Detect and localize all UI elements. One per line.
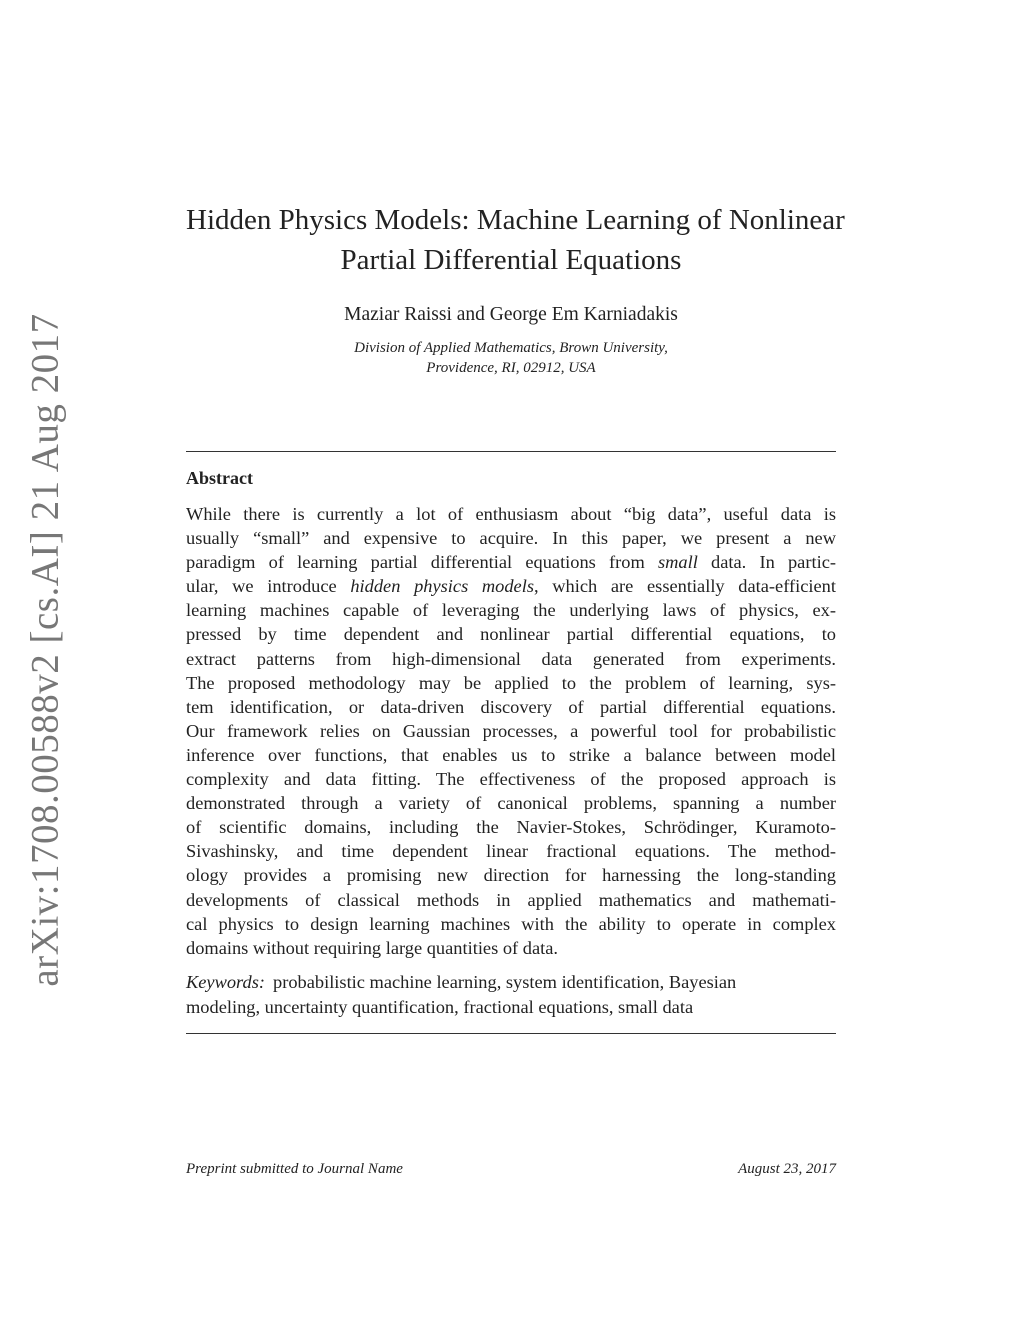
- keywords-label: Keywords:: [186, 972, 266, 992]
- abstract-line: complexity and data fitting. The effectiveness of the proposed approach is: [186, 769, 836, 790]
- keywords: [186, 970, 836, 1019]
- footer-date: August 23, 2017: [738, 1161, 836, 1177]
- abstract-line: While there is currently a lot of enthusiasm about “big data”, useful data is: [186, 504, 836, 524]
- abstract-bottom-rule: [186, 1033, 836, 1034]
- abstract-line: of scientific domains, including the Navier-Stokes, Schrödinger, Kuramoto-: [186, 817, 836, 838]
- abstract-heading: Abstract: [186, 468, 253, 488]
- emphasis-small: small: [657, 552, 698, 573]
- affiliation-line-1: Division of Applied Mathematics, Brown University,: [354, 340, 668, 356]
- abstract-line: demonstrated through a variety of canonical problems, spanning a number: [186, 793, 836, 814]
- abstract-line: tem identification, or data-driven discovery of partial differential equations.: [186, 696, 836, 717]
- title-line-1: Hidden Physics Models: Machine Learning of Nonlinear: [186, 204, 845, 236]
- abstract-line: usually “small” and expensive to acquire. In this paper, we present a new: [186, 528, 836, 549]
- footer-preprint-note: Preprint submitted to Journal Name: [186, 1161, 403, 1177]
- arxiv-side-stamp: [0, 313, 90, 987]
- authors: Maziar Raissi and George Em Karniadakis: [344, 304, 678, 325]
- keywords-line-2: modeling, uncertainty quantification, fractional equations, small data: [186, 996, 694, 1017]
- title-line-2: Partial Differential Equations: [340, 244, 682, 276]
- paper-title: [186, 200, 845, 280]
- keywords-line-1: probabilistic machine learning, system identification, Bayesian: [273, 972, 737, 992]
- affiliation: [186, 338, 836, 378]
- abstract-line: ular, we introduce hidden physics models, which are essentially data-efficient: [186, 576, 836, 597]
- abstract-line: ology provides a promising new direction for harnessing the long-standing: [186, 865, 836, 886]
- abstract-line: paradigm of learning partial differential equations from small data. In partic-: [186, 552, 836, 573]
- emphasis-hidden-physics-models: hidden physics models: [350, 576, 534, 597]
- abstract-line: The proposed methodology may be applied to the problem of learning, sys-: [186, 672, 836, 693]
- abstract-line: extract patterns from high-dimensional data generated from experiments.: [186, 648, 836, 669]
- abstract-line: Sivashinsky, and time dependent linear fractional equations. The method-: [186, 841, 836, 862]
- arxiv-identifier: arXiv:1708.00588v2 [cs.AI] 21 Aug 2017: [23, 313, 67, 987]
- abstract-body: [186, 502, 836, 960]
- abstract-line: Our framework relies on Gaussian processes, a powerful tool for probabilistic: [186, 720, 836, 741]
- affiliation-line-2: Providence, RI, 02912, USA: [426, 360, 596, 376]
- abstract-line: pressed by time dependent and nonlinear partial differential equations, to: [186, 624, 836, 645]
- footer: [186, 1161, 836, 1178]
- abstract-line: developments of classical methods in applied mathematics and mathemati-: [186, 889, 836, 910]
- abstract-line: learning machines capable of leveraging the underlying laws of physics, ex-: [186, 600, 836, 621]
- abstract-line: inference over functions, that enables us to strike a balance between model: [186, 744, 836, 765]
- abstract-line: cal physics to design learning machines with the ability to operate in complex: [186, 913, 836, 934]
- abstract-line: domains without requiring large quantities of data.: [186, 937, 558, 958]
- abstract-top-rule: [186, 451, 836, 452]
